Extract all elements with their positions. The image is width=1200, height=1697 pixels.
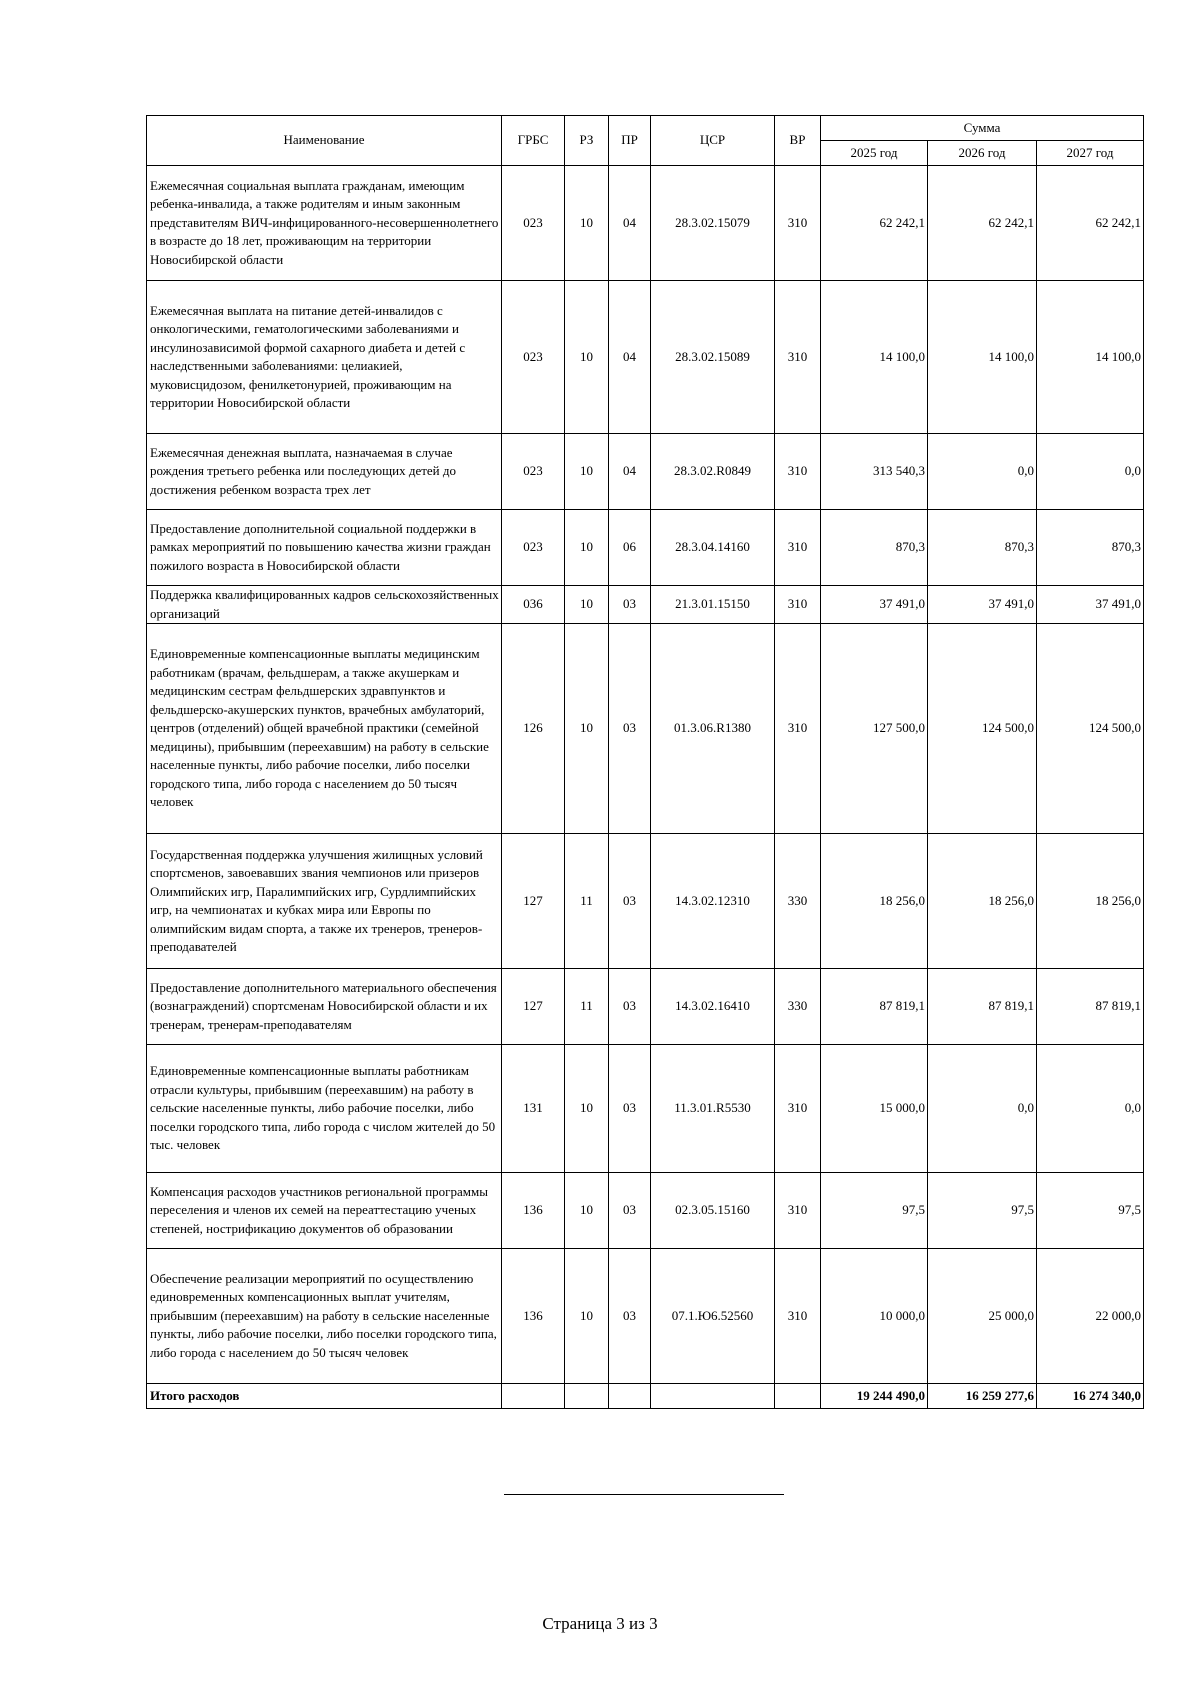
total-label: Итого расходов xyxy=(147,1384,502,1409)
row-vr: 310 xyxy=(775,1173,821,1249)
row-sum-2026: 18 256,0 xyxy=(928,834,1037,969)
total-empty-cell xyxy=(609,1384,651,1409)
row-sum-2027: 37 491,0 xyxy=(1037,586,1144,624)
row-sum-2026: 87 819,1 xyxy=(928,969,1037,1045)
row-sum-2027: 870,3 xyxy=(1037,510,1144,586)
row-sum-2025: 870,3 xyxy=(821,510,928,586)
header-year-2027: 2027 год xyxy=(1037,141,1144,166)
row-name: Ежемесячная социальная выплата гражданам, имеющим ребенка-инвалида, а также родителям и иным законным представителям ВИЧ-инфицированного-несовершеннолетнего в возрасте до 18 лет, проживающим на территории Новосибирской области xyxy=(147,166,502,281)
row-vr: 310 xyxy=(775,434,821,510)
row-csr: 07.1.Ю6.52560 xyxy=(651,1249,775,1384)
total-row xyxy=(147,1384,1144,1409)
row-grbs: 136 xyxy=(502,1249,565,1384)
row-grbs: 127 xyxy=(502,834,565,969)
table-row xyxy=(147,166,1144,281)
header-year-2026: 2026 год xyxy=(928,141,1037,166)
row-name: Единовременные компенсационные выплаты работникам отрасли культуры, прибывшим (переехавшим) на работу в сельские населенные пункты, либо рабочие поселки, либо поселки городского типа, либо города с числом жителей до 50 тыс. человек xyxy=(147,1045,502,1173)
row-sum-2027: 0,0 xyxy=(1037,434,1144,510)
row-sum-2025: 87 819,1 xyxy=(821,969,928,1045)
row-rz: 10 xyxy=(565,1249,609,1384)
row-csr: 21.3.01.15150 xyxy=(651,586,775,624)
row-pr: 04 xyxy=(609,166,651,281)
row-name: Ежемесячная денежная выплата, назначаемая в случае рождения третьего ребенка или последующих детей до достижения ребенком возраста трех лет xyxy=(147,434,502,510)
table-row xyxy=(147,1249,1144,1384)
row-pr: 04 xyxy=(609,434,651,510)
row-csr: 14.3.02.12310 xyxy=(651,834,775,969)
row-pr: 06 xyxy=(609,510,651,586)
table-row xyxy=(147,969,1144,1045)
budget-table xyxy=(146,115,1144,1409)
row-pr: 03 xyxy=(609,586,651,624)
row-name: Ежемесячная выплата на питание детей-инвалидов с онкологическими, гематологическими заболеваниями и инсулинозависимой формой сахарного диабета и детей с наследственными заболеваниями: целиакией, муковисцидозом, фенилкетонурией, проживающим на территории Новосибирской области xyxy=(147,281,502,434)
table-row xyxy=(147,624,1144,834)
row-rz: 11 xyxy=(565,834,609,969)
row-sum-2025: 127 500,0 xyxy=(821,624,928,834)
row-sum-2025: 15 000,0 xyxy=(821,1045,928,1173)
row-sum-2025: 62 242,1 xyxy=(821,166,928,281)
row-csr: 01.3.06.R1380 xyxy=(651,624,775,834)
table-row xyxy=(147,281,1144,434)
table-row xyxy=(147,1045,1144,1173)
total-sum-2027: 16 274 340,0 xyxy=(1037,1384,1144,1409)
row-sum-2026: 62 242,1 xyxy=(928,166,1037,281)
row-sum-2027: 124 500,0 xyxy=(1037,624,1144,834)
total-empty-cell xyxy=(775,1384,821,1409)
header-rz: РЗ xyxy=(565,116,609,166)
row-sum-2025: 97,5 xyxy=(821,1173,928,1249)
row-sum-2027: 18 256,0 xyxy=(1037,834,1144,969)
row-rz: 11 xyxy=(565,969,609,1045)
row-sum-2025: 313 540,3 xyxy=(821,434,928,510)
header-year-2025: 2025 год xyxy=(821,141,928,166)
row-rz: 10 xyxy=(565,281,609,434)
row-name: Предоставление дополнительной социальной поддержки в рамках мероприятий по повышению качества жизни граждан пожилого возраста в Новосибирской области xyxy=(147,510,502,586)
row-pr: 04 xyxy=(609,281,651,434)
row-rz: 10 xyxy=(565,586,609,624)
header-vr: ВР xyxy=(775,116,821,166)
row-name: Обеспечение реализации мероприятий по осуществлению единовременных компенсационных выплат учителям, прибывшим (переехавшим) на работу в сельские населенные пункты, либо рабочие поселки, либо поселки городского типа, либо города с населением до 50 тысяч человек xyxy=(147,1249,502,1384)
row-grbs: 136 xyxy=(502,1173,565,1249)
row-pr: 03 xyxy=(609,834,651,969)
row-sum-2027: 87 819,1 xyxy=(1037,969,1144,1045)
row-sum-2025: 10 000,0 xyxy=(821,1249,928,1384)
row-vr: 310 xyxy=(775,281,821,434)
row-vr: 330 xyxy=(775,834,821,969)
table-row xyxy=(147,1173,1144,1249)
total-empty-cell xyxy=(502,1384,565,1409)
row-rz: 10 xyxy=(565,1045,609,1173)
row-pr: 03 xyxy=(609,1173,651,1249)
row-name: Компенсация расходов участников региональной программы переселения и членов их семей на переаттестацию ученых степеней, нострификацию документов об образовании xyxy=(147,1173,502,1249)
table-row xyxy=(147,434,1144,510)
row-sum-2025: 37 491,0 xyxy=(821,586,928,624)
row-grbs: 023 xyxy=(502,510,565,586)
row-grbs: 036 xyxy=(502,586,565,624)
row-rz: 10 xyxy=(565,510,609,586)
row-grbs: 131 xyxy=(502,1045,565,1173)
row-rz: 10 xyxy=(565,166,609,281)
total-sum-2026: 16 259 277,6 xyxy=(928,1384,1037,1409)
total-sum-2025: 19 244 490,0 xyxy=(821,1384,928,1409)
table-row xyxy=(147,586,1144,624)
row-csr: 28.3.04.14160 xyxy=(651,510,775,586)
row-vr: 310 xyxy=(775,166,821,281)
row-sum-2026: 97,5 xyxy=(928,1173,1037,1249)
row-pr: 03 xyxy=(609,969,651,1045)
row-vr: 310 xyxy=(775,624,821,834)
row-pr: 03 xyxy=(609,1045,651,1173)
row-csr: 11.3.01.R5530 xyxy=(651,1045,775,1173)
row-sum-2026: 0,0 xyxy=(928,434,1037,510)
row-name: Государственная поддержка улучшения жилищных условий спортсменов, завоевавших звания чемпионов или призеров Олимпийских игр, Паралимпийских игр, Сурдлимпийских игр, на чемпионатах и кубках мира или Европы по олимпийским видам спорта, а также их тренеров, тренеров-преподавателей xyxy=(147,834,502,969)
row-grbs: 023 xyxy=(502,281,565,434)
row-grbs: 126 xyxy=(502,624,565,834)
table-row xyxy=(147,834,1144,969)
row-vr: 310 xyxy=(775,1045,821,1173)
row-sum-2027: 62 242,1 xyxy=(1037,166,1144,281)
header-name: Наименование xyxy=(147,116,502,166)
page-number: Страница 3 из 3 xyxy=(542,1614,658,1633)
row-sum-2026: 37 491,0 xyxy=(928,586,1037,624)
row-rz: 10 xyxy=(565,434,609,510)
row-sum-2026: 870,3 xyxy=(928,510,1037,586)
header-pr: ПР xyxy=(609,116,651,166)
row-sum-2026: 14 100,0 xyxy=(928,281,1037,434)
row-rz: 10 xyxy=(565,1173,609,1249)
row-sum-2027: 97,5 xyxy=(1037,1173,1144,1249)
row-vr: 310 xyxy=(775,510,821,586)
row-vr: 310 xyxy=(775,586,821,624)
header-sum: Сумма xyxy=(821,116,1144,141)
header-grbs: ГРБС xyxy=(502,116,565,166)
total-empty-cell xyxy=(565,1384,609,1409)
row-pr: 03 xyxy=(609,1249,651,1384)
row-sum-2027: 0,0 xyxy=(1037,1045,1144,1173)
row-csr: 02.3.05.15160 xyxy=(651,1173,775,1249)
row-grbs: 023 xyxy=(502,166,565,281)
row-sum-2026: 25 000,0 xyxy=(928,1249,1037,1384)
row-grbs: 023 xyxy=(502,434,565,510)
row-rz: 10 xyxy=(565,624,609,834)
row-sum-2026: 0,0 xyxy=(928,1045,1037,1173)
row-vr: 310 xyxy=(775,1249,821,1384)
row-pr: 03 xyxy=(609,624,651,834)
row-csr: 28.3.02.R0849 xyxy=(651,434,775,510)
row-csr: 28.3.02.15079 xyxy=(651,166,775,281)
header-csr: ЦСР xyxy=(651,116,775,166)
row-sum-2027: 22 000,0 xyxy=(1037,1249,1144,1384)
row-sum-2026: 124 500,0 xyxy=(928,624,1037,834)
row-name: Предоставление дополнительного материального обеспечения (вознаграждений) спортсменам Новосибирской области и их тренерам, тренерам-преподавателям xyxy=(147,969,502,1045)
row-sum-2027: 14 100,0 xyxy=(1037,281,1144,434)
row-grbs: 127 xyxy=(502,969,565,1045)
footer-divider xyxy=(504,1494,784,1495)
row-name: Поддержка квалифицированных кадров сельскохозяйственных организаций xyxy=(147,586,502,624)
table-row xyxy=(147,510,1144,586)
row-csr: 28.3.02.15089 xyxy=(651,281,775,434)
row-sum-2025: 18 256,0 xyxy=(821,834,928,969)
row-sum-2025: 14 100,0 xyxy=(821,281,928,434)
row-vr: 330 xyxy=(775,969,821,1045)
row-name: Единовременные компенсационные выплаты медицинским работникам (врачам, фельдшерам, а также акушеркам и медицинским сестрам фельдшерских здравпунктов и фельдшерско-акушерских пунктов, врачебных амбулаторий, центров (отделений) общей врачебной практики (семейной медицины), прибывшим (переехавшим) на работу в сельские населенные пункты, либо рабочие поселки, либо поселки городского типа, либо города с населением до 50 тысяч человек xyxy=(147,624,502,834)
total-empty-cell xyxy=(651,1384,775,1409)
row-csr: 14.3.02.16410 xyxy=(651,969,775,1045)
